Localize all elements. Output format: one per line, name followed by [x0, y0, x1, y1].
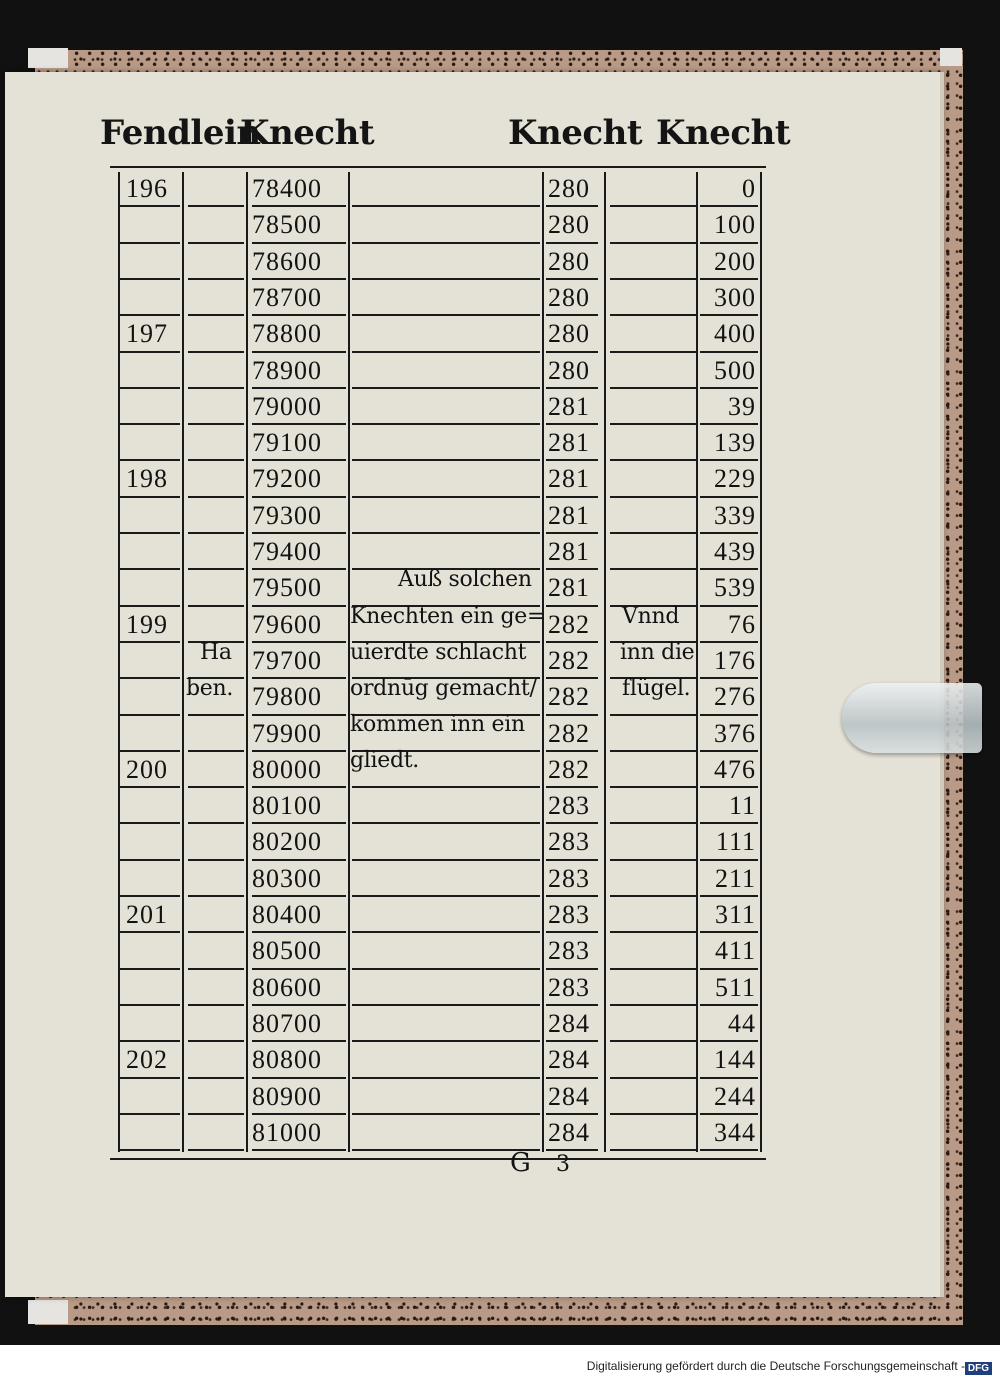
cell-col4: 139 [714, 428, 756, 458]
row-rule [252, 351, 346, 353]
row-rule [546, 859, 598, 861]
row-rule [188, 822, 244, 824]
cell-col3: 281 [548, 428, 590, 458]
row-rule [188, 278, 244, 280]
row-rule [546, 314, 598, 316]
row-rule [120, 859, 180, 861]
row-rule [188, 1004, 244, 1006]
cell-knecht: 81000 [252, 1117, 322, 1147]
row-rule [546, 931, 598, 933]
row-rule [188, 895, 244, 897]
row-rule [610, 1113, 696, 1115]
row-rule [352, 423, 540, 425]
row-rule [610, 1004, 696, 1006]
cell-col3: 282 [548, 645, 590, 675]
row-rule [700, 786, 758, 788]
row-rule [352, 532, 540, 534]
row-rule [610, 351, 696, 353]
cell-col4: 111 [715, 827, 756, 857]
row-rule [700, 859, 758, 861]
row-rule [252, 423, 346, 425]
row-rule [252, 242, 346, 244]
cell-knecht: 78500 [252, 210, 322, 240]
row-rule [610, 931, 696, 933]
row-rule [700, 532, 758, 534]
row-rule [610, 205, 696, 207]
row-rule [188, 242, 244, 244]
right-text-line-2: inn die [620, 640, 695, 665]
cell-knecht: 79500 [252, 573, 322, 603]
cell-col3: 281 [548, 537, 590, 566]
cell-knecht: 79700 [252, 645, 322, 675]
row-rule [252, 605, 346, 607]
row-rule [188, 968, 244, 970]
cell-knecht: 80600 [252, 972, 322, 1002]
row-rule [188, 1149, 244, 1151]
row-rule [610, 895, 696, 897]
row-rule [120, 677, 180, 679]
row-rule [188, 459, 244, 461]
row-rule [700, 931, 758, 933]
row-rule [546, 496, 598, 498]
row-rule [188, 1113, 244, 1115]
row-rule [120, 1004, 180, 1006]
row-rule [610, 278, 696, 280]
row-rule [546, 750, 598, 752]
cell-col4: 400 [714, 319, 756, 349]
row-rule [252, 968, 346, 970]
cell-col3: 282 [548, 682, 590, 712]
row-rule [120, 532, 180, 534]
cell-knecht: 78900 [252, 355, 322, 385]
signature-letter: G [510, 1148, 531, 1178]
cell-col4: 476 [714, 754, 756, 784]
column-rule [760, 172, 762, 1152]
cell-knecht: 80400 [252, 900, 322, 929]
row-rule [120, 786, 180, 788]
row-rule [252, 750, 346, 752]
cell-col4: 100 [714, 210, 756, 240]
row-rule [120, 423, 180, 425]
row-rule [252, 314, 346, 316]
row-rule [546, 968, 598, 970]
row-rule [352, 459, 540, 461]
row-rule [700, 496, 758, 498]
row-rule [700, 205, 758, 207]
row-rule [188, 859, 244, 861]
row-rule [352, 1004, 540, 1006]
plastic-tab [842, 683, 982, 753]
cell-col3: 283 [548, 827, 590, 857]
cell-col4: 144 [714, 1045, 756, 1075]
row-rule [546, 605, 598, 607]
row-rule [252, 1113, 346, 1115]
row-rule [120, 278, 180, 280]
row-rule [610, 387, 696, 389]
row-rule [188, 786, 244, 788]
row-rule [610, 423, 696, 425]
cell-knecht: 80900 [252, 1081, 322, 1111]
row-rule [546, 205, 598, 207]
cell-knecht: 79300 [252, 500, 322, 530]
row-rule [252, 1004, 346, 1006]
row-rule [546, 423, 598, 425]
row-rule [546, 351, 598, 353]
cell-col4: 411 [714, 936, 756, 966]
header-rule [110, 166, 766, 168]
row-rule [352, 314, 540, 316]
row-rule [546, 641, 598, 643]
row-rule [252, 895, 346, 897]
row-rule [120, 205, 180, 207]
row-rule [188, 387, 244, 389]
row-rule [120, 459, 180, 461]
cell-col4: 300 [714, 282, 756, 312]
row-rule [252, 568, 346, 570]
row-rule [252, 641, 346, 643]
row-rule [546, 1040, 598, 1042]
row-rule [546, 568, 598, 570]
cell-col4: 339 [714, 500, 756, 530]
row-rule [700, 968, 758, 970]
cell-col4: 76 [728, 609, 756, 639]
row-rule [188, 351, 244, 353]
row-rule [352, 1113, 540, 1115]
row-rule [700, 605, 758, 607]
cell-col3: 281 [548, 500, 590, 530]
cell-knecht: 79100 [252, 428, 322, 458]
row-rule [700, 459, 758, 461]
cell-fendlein: 200 [126, 754, 168, 784]
cell-col3: 281 [548, 573, 590, 603]
cell-col3: 284 [548, 1117, 590, 1147]
cell-knecht: 78400 [252, 174, 322, 203]
row-rule [252, 459, 346, 461]
middle-text-line-4: ordnūg gemacht/ [350, 676, 537, 701]
row-rule [700, 714, 758, 716]
row-rule [120, 968, 180, 970]
column-rule [696, 172, 698, 1152]
row-rule [120, 822, 180, 824]
cell-col3: 281 [548, 464, 590, 494]
row-rule [252, 859, 346, 861]
row-rule [252, 1149, 346, 1151]
row-rule [120, 387, 180, 389]
row-rule [700, 895, 758, 897]
row-rule [188, 205, 244, 207]
cell-knecht: 80700 [252, 1008, 322, 1038]
row-rule [546, 1077, 598, 1079]
row-rule [546, 677, 598, 679]
side-word-haben-2: ben. [186, 676, 234, 701]
cell-knecht: 80800 [252, 1045, 322, 1075]
cell-fendlein: 197 [126, 319, 168, 349]
cell-col4: 539 [714, 573, 756, 603]
cell-col4: 176 [714, 645, 756, 675]
cell-col3: 282 [548, 609, 590, 639]
row-rule [352, 387, 540, 389]
cell-col3: 284 [548, 1081, 590, 1111]
row-rule [610, 968, 696, 970]
row-rule [610, 1077, 696, 1079]
row-rule [188, 496, 244, 498]
cell-knecht: 80100 [252, 791, 322, 821]
row-rule [252, 278, 346, 280]
cell-knecht: 79000 [252, 391, 322, 421]
row-rule [352, 205, 540, 207]
row-rule [610, 1040, 696, 1042]
cell-col4: 200 [714, 246, 756, 276]
row-rule [700, 1149, 758, 1151]
row-rule [120, 1113, 180, 1115]
row-rule [546, 278, 598, 280]
binding-tape-bottom [28, 1300, 68, 1324]
cell-col3: 281 [548, 391, 590, 421]
row-rule [610, 496, 696, 498]
row-rule [610, 822, 696, 824]
row-rule [188, 568, 244, 570]
cell-col3: 283 [548, 900, 590, 929]
side-word-haben-1: Ha [200, 640, 232, 665]
cell-col3: 283 [548, 972, 590, 1002]
column-rule [118, 172, 120, 1152]
row-rule [120, 641, 180, 643]
cell-knecht: 78700 [252, 282, 322, 312]
cell-col3: 282 [548, 718, 590, 748]
cell-col4: 211 [714, 863, 756, 893]
bottom-rule [110, 1158, 766, 1160]
row-rule [252, 931, 346, 933]
row-rule [700, 242, 758, 244]
row-rule [352, 351, 540, 353]
cell-col3: 283 [548, 863, 590, 893]
row-rule [120, 750, 180, 752]
cell-col4: 0 [742, 174, 756, 203]
cell-col3: 280 [548, 319, 590, 349]
row-rule [610, 750, 696, 752]
row-rule [352, 1040, 540, 1042]
row-rule [252, 496, 346, 498]
corner-tape [940, 48, 962, 66]
row-rule [252, 1040, 346, 1042]
row-rule [352, 895, 540, 897]
cell-knecht: 80200 [252, 827, 322, 857]
row-rule [352, 931, 540, 933]
cell-fendlein: 198 [126, 464, 168, 494]
middle-text-line-1: Auß solchen [398, 567, 532, 592]
cell-col3: 280 [548, 174, 590, 203]
column-rule [542, 172, 544, 1152]
row-rule [546, 786, 598, 788]
cell-knecht: 79900 [252, 718, 322, 748]
row-rule [700, 423, 758, 425]
row-rule [610, 568, 696, 570]
row-rule [352, 786, 540, 788]
cell-fendlein: 199 [126, 609, 168, 639]
row-rule [610, 1149, 696, 1151]
row-rule [610, 714, 696, 716]
row-rule [700, 750, 758, 752]
row-rule [546, 459, 598, 461]
row-rule [546, 387, 598, 389]
cell-knecht: 78600 [252, 246, 322, 276]
middle-text-line-6: gliedt. [350, 748, 419, 773]
column-rule [604, 172, 606, 1152]
row-rule [700, 314, 758, 316]
row-rule [546, 895, 598, 897]
cell-knecht: 79200 [252, 464, 322, 494]
row-rule [120, 1040, 180, 1042]
row-rule [700, 1004, 758, 1006]
header-knecht-2: Knecht [508, 113, 643, 153]
header-fendlein: Fendlein [100, 113, 261, 153]
dfg-logo: DFG [965, 1362, 992, 1375]
row-rule [252, 822, 346, 824]
cell-knecht: 78800 [252, 319, 322, 349]
row-rule [546, 242, 598, 244]
cell-col3: 280 [548, 282, 590, 312]
middle-text-line-3: uierdte schlacht [350, 640, 527, 665]
row-rule [546, 1004, 598, 1006]
cell-fendlein: 201 [126, 900, 168, 929]
row-rule [546, 822, 598, 824]
credit-text: Digitalisierung gefördert durch die Deutsche Forschungsgemeinschaft - [586, 1359, 965, 1373]
row-rule [120, 351, 180, 353]
row-rule [120, 1149, 180, 1151]
cell-knecht: 79800 [252, 682, 322, 712]
row-rule [120, 605, 180, 607]
middle-text-line-5: kommen inn ein [350, 712, 525, 737]
row-rule [120, 1077, 180, 1079]
row-rule [352, 822, 540, 824]
row-rule [188, 532, 244, 534]
row-rule [546, 1149, 598, 1151]
cell-col3: 280 [548, 246, 590, 276]
row-rule [352, 278, 540, 280]
row-rule [188, 423, 244, 425]
row-rule [252, 786, 346, 788]
cell-col4: 511 [714, 972, 756, 1002]
cell-knecht: 80500 [252, 936, 322, 966]
row-rule [120, 895, 180, 897]
cell-col4: 376 [714, 718, 756, 748]
row-rule [352, 242, 540, 244]
right-text-line-3: flügel. [622, 676, 691, 701]
cell-col4: 244 [714, 1081, 756, 1111]
row-rule [252, 532, 346, 534]
cell-col3: 280 [548, 355, 590, 385]
header-knecht-1: Knecht [240, 113, 375, 153]
row-rule [610, 859, 696, 861]
row-rule [352, 1077, 540, 1079]
cell-knecht: 79600 [252, 609, 322, 639]
row-rule [188, 1077, 244, 1079]
binding-tape-top [28, 48, 68, 68]
row-rule [188, 314, 244, 316]
row-rule [700, 822, 758, 824]
row-rule [610, 314, 696, 316]
row-rule [700, 641, 758, 643]
row-rule [120, 568, 180, 570]
row-rule [610, 459, 696, 461]
signature-number: 3 [556, 1152, 570, 1177]
row-rule [700, 1113, 758, 1115]
row-rule [188, 931, 244, 933]
right-text-line-1: Vnnd [622, 604, 680, 629]
cell-col4: 229 [714, 464, 756, 494]
row-rule [700, 677, 758, 679]
cell-col4: 44 [728, 1008, 756, 1038]
row-rule [120, 714, 180, 716]
row-rule [252, 714, 346, 716]
row-rule [120, 314, 180, 316]
row-rule [120, 242, 180, 244]
cell-col4: 311 [714, 900, 756, 929]
row-rule [610, 786, 696, 788]
row-rule [546, 714, 598, 716]
row-rule [188, 750, 244, 752]
row-rule [610, 532, 696, 534]
cell-col3: 280 [548, 210, 590, 240]
column-rule [246, 172, 248, 1152]
row-rule [120, 496, 180, 498]
row-rule [188, 1040, 244, 1042]
cell-fendlein: 202 [126, 1045, 168, 1075]
cell-col4: 344 [714, 1117, 756, 1147]
row-rule [352, 496, 540, 498]
row-rule [252, 677, 346, 679]
column-rule [182, 172, 184, 1152]
row-rule [700, 568, 758, 570]
row-rule [252, 205, 346, 207]
cell-col3: 284 [548, 1045, 590, 1075]
cell-fendlein: 196 [126, 174, 168, 203]
cell-col3: 284 [548, 1008, 590, 1038]
row-rule [352, 968, 540, 970]
row-rule [352, 859, 540, 861]
row-rule [700, 1077, 758, 1079]
row-rule [700, 1040, 758, 1042]
row-rule [252, 1077, 346, 1079]
cell-col3: 283 [548, 791, 590, 821]
cell-col4: 11 [728, 791, 756, 821]
row-rule [610, 242, 696, 244]
row-rule [546, 532, 598, 534]
middle-text-line-2: Knechten ein ge= [350, 604, 546, 629]
cell-knecht: 80000 [252, 754, 322, 784]
cell-col4: 500 [714, 355, 756, 385]
header-knecht-3: Knecht [656, 113, 791, 153]
row-rule [188, 605, 244, 607]
row-rule [252, 387, 346, 389]
cell-knecht: 80300 [252, 863, 322, 893]
row-rule [188, 714, 244, 716]
cell-col4: 439 [714, 537, 756, 566]
row-rule [700, 351, 758, 353]
cell-col3: 282 [548, 754, 590, 784]
cell-col4: 39 [728, 391, 756, 421]
cell-col3: 283 [548, 936, 590, 966]
row-rule [120, 931, 180, 933]
cell-knecht: 79400 [252, 537, 322, 566]
row-rule [546, 1113, 598, 1115]
row-rule [700, 278, 758, 280]
row-rule [700, 387, 758, 389]
cell-col4: 276 [714, 682, 756, 712]
